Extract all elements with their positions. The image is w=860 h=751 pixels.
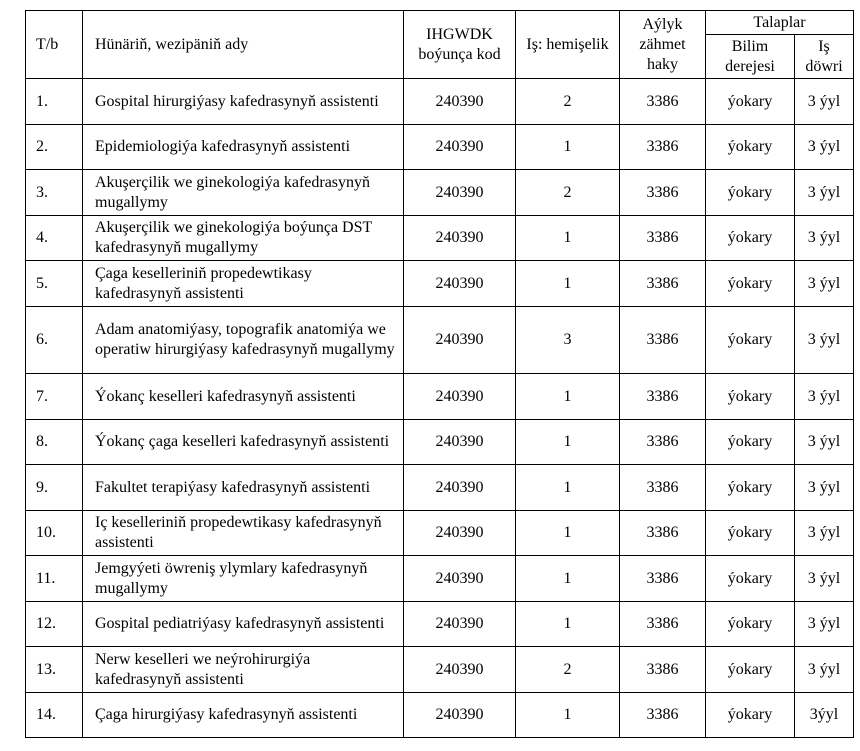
row-count: 1 xyxy=(516,556,620,602)
table-row xyxy=(26,216,854,261)
row-education: ýokary xyxy=(706,125,795,170)
row-experience: 3 ýyl xyxy=(795,79,854,125)
header-experience: Iş döwri xyxy=(795,35,854,79)
row-name: Adam anatomiýasy, topografik anatomiýa we operatiw hirurgiýasy kafedrasynyň mugallymy xyxy=(83,307,404,374)
row-salary: 3386 xyxy=(620,693,706,738)
row-experience: 3 ýyl xyxy=(795,647,854,693)
row-number: 9. xyxy=(26,465,83,511)
row-code: 240390 xyxy=(404,511,516,556)
row-salary: 3386 xyxy=(620,420,706,465)
row-code: 240390 xyxy=(404,420,516,465)
row-number: 7. xyxy=(26,374,83,420)
row-education: ýokary xyxy=(706,261,795,307)
row-salary: 3386 xyxy=(620,556,706,602)
table-row xyxy=(26,170,854,216)
row-number: 2. xyxy=(26,125,83,170)
row-count: 1 xyxy=(516,465,620,511)
row-education: ýokary xyxy=(706,647,795,693)
row-experience: 3ýyl xyxy=(795,693,854,738)
table-body xyxy=(26,79,854,738)
row-experience: 3 ýyl xyxy=(795,556,854,602)
row-count: 2 xyxy=(516,170,620,216)
row-number: 14. xyxy=(26,693,83,738)
row-code: 240390 xyxy=(404,465,516,511)
row-education: ýokary xyxy=(706,374,795,420)
row-code: 240390 xyxy=(404,79,516,125)
row-count: 1 xyxy=(516,420,620,465)
row-name: Fakultet terapiýasy kafedrasynyň assistenti xyxy=(83,465,404,511)
table-row xyxy=(26,556,854,602)
row-code: 240390 xyxy=(404,216,516,261)
row-salary: 3386 xyxy=(620,602,706,647)
row-salary: 3386 xyxy=(620,511,706,556)
row-code: 240390 xyxy=(404,374,516,420)
row-education: ýokary xyxy=(706,216,795,261)
row-experience: 3 ýyl xyxy=(795,261,854,307)
row-code: 240390 xyxy=(404,261,516,307)
row-count: 1 xyxy=(516,125,620,170)
row-salary: 3386 xyxy=(620,216,706,261)
row-salary: 3386 xyxy=(620,79,706,125)
row-count: 2 xyxy=(516,79,620,125)
row-education: ýokary xyxy=(706,79,795,125)
row-experience: 3 ýyl xyxy=(795,307,854,374)
row-number: 3. xyxy=(26,170,83,216)
row-count: 1 xyxy=(516,511,620,556)
row-experience: 3 ýyl xyxy=(795,170,854,216)
row-count: 1 xyxy=(516,602,620,647)
header-code: IHGWDK boýunça kod xyxy=(404,11,516,79)
row-salary: 3386 xyxy=(620,307,706,374)
row-code: 240390 xyxy=(404,125,516,170)
row-salary: 3386 xyxy=(620,125,706,170)
row-count: 1 xyxy=(516,693,620,738)
row-number: 1. xyxy=(26,79,83,125)
row-code: 240390 xyxy=(404,647,516,693)
row-experience: 3 ýyl xyxy=(795,125,854,170)
row-code: 240390 xyxy=(404,170,516,216)
table-header xyxy=(26,11,854,79)
row-name: Çaga keselleriniň propedewtikasy kafedrasynyň assistenti xyxy=(83,261,404,307)
row-name: Ýokanç keselleri kafedrasynyň assistenti xyxy=(83,374,404,420)
row-name: Gospital pediatriýasy kafedrasynyň assistenti xyxy=(83,602,404,647)
row-salary: 3386 xyxy=(620,374,706,420)
row-education: ýokary xyxy=(706,693,795,738)
header-education: Bilim derejesi xyxy=(706,35,795,79)
row-name: Akuşerçilik we ginekologiýa boýunça DST kafedrasynyň mugallymy xyxy=(83,216,404,261)
row-experience: 3 ýyl xyxy=(795,420,854,465)
row-experience: 3 ýyl xyxy=(795,511,854,556)
row-name: Gospital hirurgiýasy kafedrasynyň assistenti xyxy=(83,79,404,125)
row-education: ýokary xyxy=(706,170,795,216)
table-row xyxy=(26,465,854,511)
table-row xyxy=(26,647,854,693)
row-number: 5. xyxy=(26,261,83,307)
row-experience: 3 ýyl xyxy=(795,216,854,261)
row-education: ýokary xyxy=(706,602,795,647)
row-education: ýokary xyxy=(706,420,795,465)
row-experience: 3 ýyl xyxy=(795,602,854,647)
row-number: 8. xyxy=(26,420,83,465)
row-name: Akuşerçilik we ginekologiýa kafedrasynyň mugallymy xyxy=(83,170,404,216)
header-requirements: Talaplar xyxy=(706,11,854,35)
table-row xyxy=(26,693,854,738)
row-count: 1 xyxy=(516,261,620,307)
table-row xyxy=(26,602,854,647)
row-number: 10. xyxy=(26,511,83,556)
table-row xyxy=(26,511,854,556)
row-number: 12. xyxy=(26,602,83,647)
table-row xyxy=(26,79,854,125)
row-name: Iç keselleriniň propedewtikasy kafedrasynyň assistenti xyxy=(83,511,404,556)
vacancy-table xyxy=(25,10,854,738)
row-number: 11. xyxy=(26,556,83,602)
row-name: Jemgyýeti öwreniş ylymlary kafedrasynyň mugallymy xyxy=(83,556,404,602)
row-salary: 3386 xyxy=(620,261,706,307)
row-code: 240390 xyxy=(404,693,516,738)
row-name: Nerw keselleri we neýrohirurgiýa kafedrasynyň assistenti xyxy=(83,647,404,693)
row-education: ýokary xyxy=(706,465,795,511)
row-name: Epidemiologiýa kafedrasynyň assistenti xyxy=(83,125,404,170)
row-salary: 3386 xyxy=(620,465,706,511)
row-salary: 3386 xyxy=(620,647,706,693)
row-education: ýokary xyxy=(706,511,795,556)
row-experience: 3 ýyl xyxy=(795,465,854,511)
row-name: Çaga hirurgiýasy kafedrasynyň assistenti xyxy=(83,693,404,738)
row-count: 1 xyxy=(516,374,620,420)
row-count: 3 xyxy=(516,307,620,374)
header-name: Hünäriň, wezipäniň ady xyxy=(83,11,404,79)
row-number: 4. xyxy=(26,216,83,261)
row-salary: 3386 xyxy=(620,170,706,216)
header-number: T/b xyxy=(26,11,83,79)
row-education: ýokary xyxy=(706,556,795,602)
row-experience: 3 ýyl xyxy=(795,374,854,420)
row-code: 240390 xyxy=(404,307,516,374)
row-count: 1 xyxy=(516,216,620,261)
row-number: 13. xyxy=(26,647,83,693)
table-row xyxy=(26,420,854,465)
row-count: 2 xyxy=(516,647,620,693)
table-row xyxy=(26,261,854,307)
row-number: 6. xyxy=(26,307,83,374)
row-education: ýokary xyxy=(706,307,795,374)
table-row xyxy=(26,307,854,374)
row-name: Ýokanç çaga keselleri kafedrasynyň assistenti xyxy=(83,420,404,465)
table-row xyxy=(26,374,854,420)
table-row xyxy=(26,125,854,170)
header-row-top xyxy=(26,11,854,35)
row-code: 240390 xyxy=(404,556,516,602)
header-salary: Aýlyk zähmet haky xyxy=(620,11,706,79)
header-count: Iş: hemişelik xyxy=(516,11,620,79)
vacancy-table-wrapper xyxy=(25,10,854,738)
row-code: 240390 xyxy=(404,602,516,647)
